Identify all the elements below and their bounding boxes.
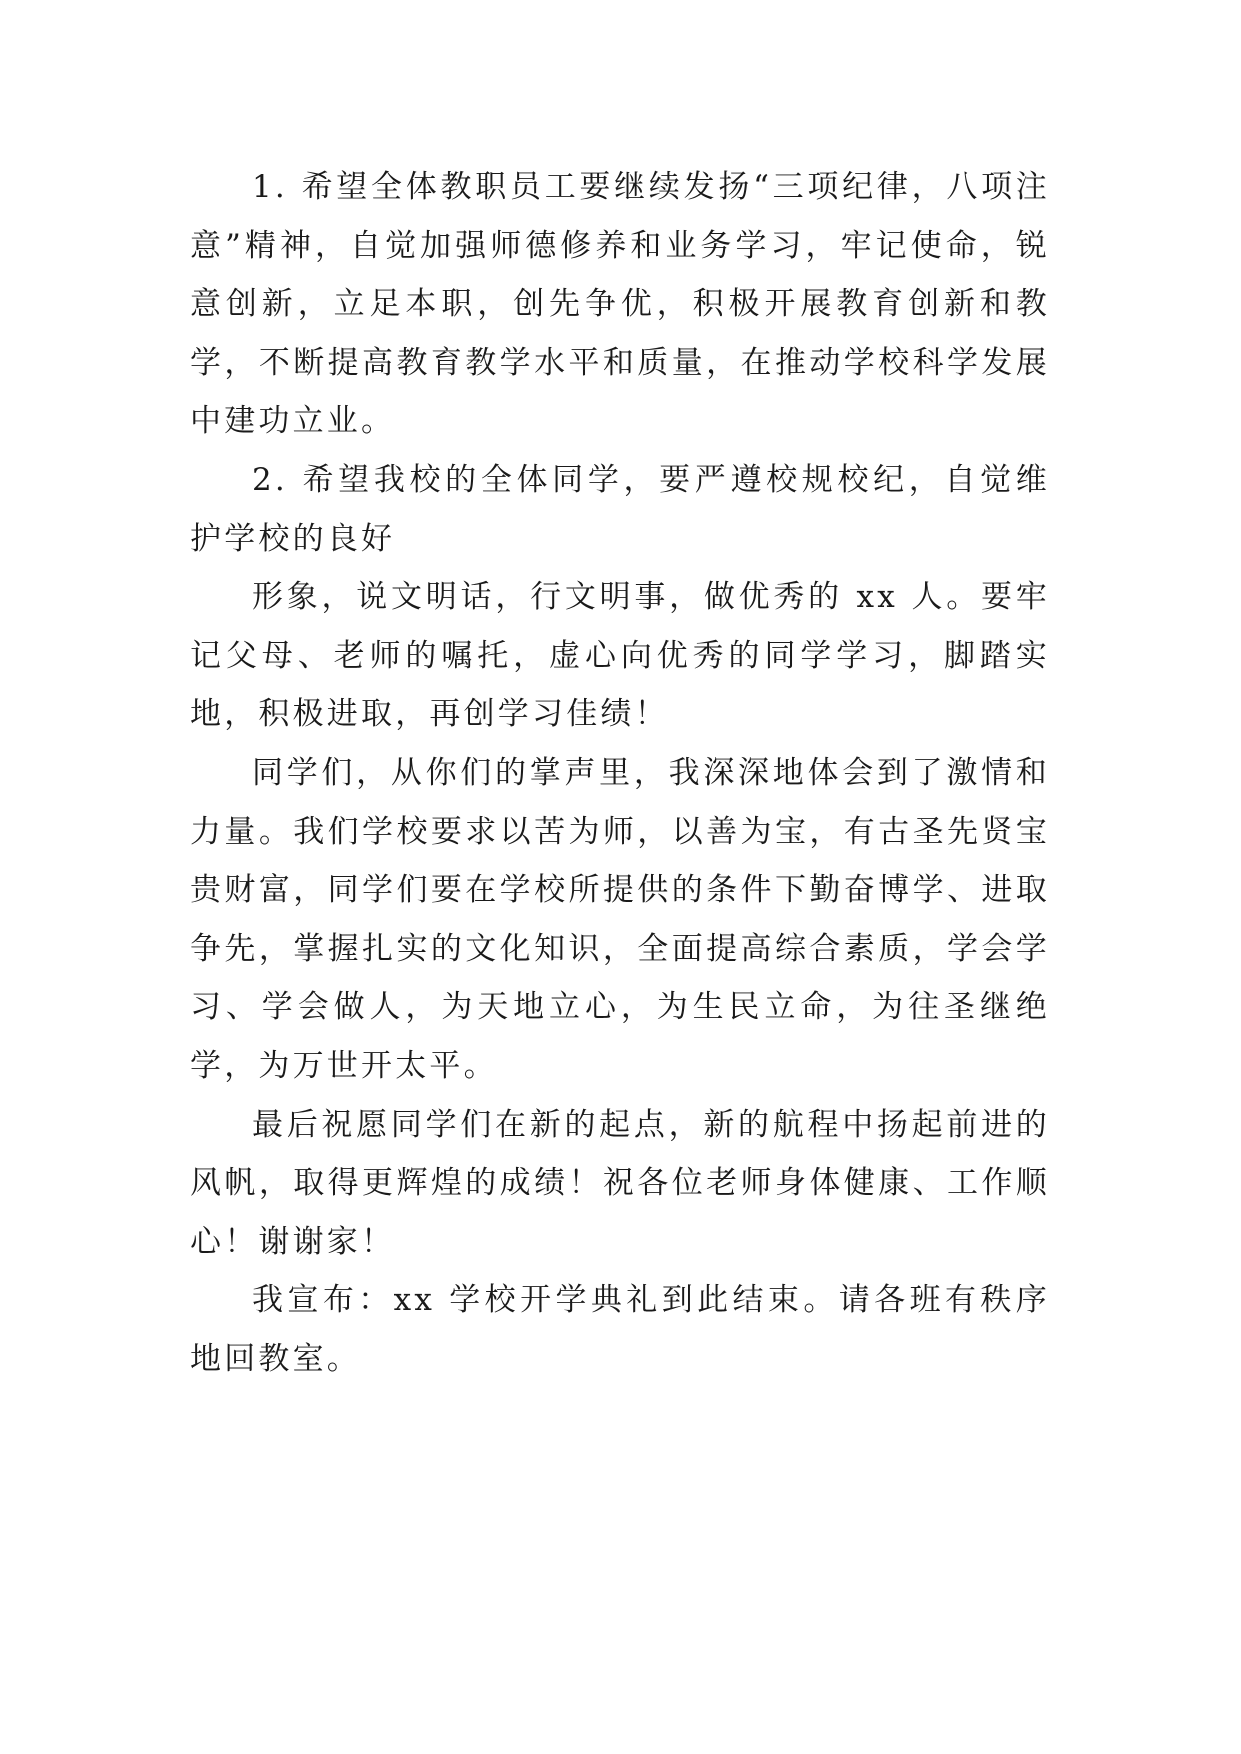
paragraph-staff-expectations: 1. 希望全体教职员工要继续发扬“三项纪律，八项注意”精神，自觉加强师德修养和业务学习，牢记使命，锐意创新，立足本职，创先争优，积极开展教育创新和教学，不断提高教育教学水平和质量，在推动学校科学发展中建功立业。 (190, 169, 1050, 440)
paragraph-encouragement: 同学们，从你们的掌声里，我深深地体会到了激情和力量。我们学校要求以苦为师，以善为宝，有古圣先贤宝贵财富，同学们要在学校所提供的条件下勤奋博学、进取争先，掌握扎实的文化知识，全面提高综合素质，学会学习、学会做人，为天地立心，为生民立命，为往圣继绝学，为万世开太平。 (190, 754, 1050, 1084)
paragraph-ceremony-end: 我宣布：xx 学校开学典礼到此结束。请各班有秩序地回教室。 (190, 1282, 1050, 1377)
paragraph-student-expectations: 2. 希望我校的全体同学，要严遵校规校纪，自觉维护学校的良好 (190, 461, 1050, 557)
document-body (190, 158, 1050, 1388)
paragraph-closing-wishes: 最后祝愿同学们在新的起点，新的航程中扬起前进的风帆，取得更辉煌的成绩！祝各位老师身体健康、工作顺心！谢谢家！ (190, 1106, 1050, 1260)
paragraph-student-expectations-continued: 形象，说文明话，行文明事，做优秀的 xx 人。要牢记父母、老师的嘱托，虚心向优秀的同学学习，脚踏实地，积极进取，再创学习佳绩！ (190, 579, 1050, 733)
